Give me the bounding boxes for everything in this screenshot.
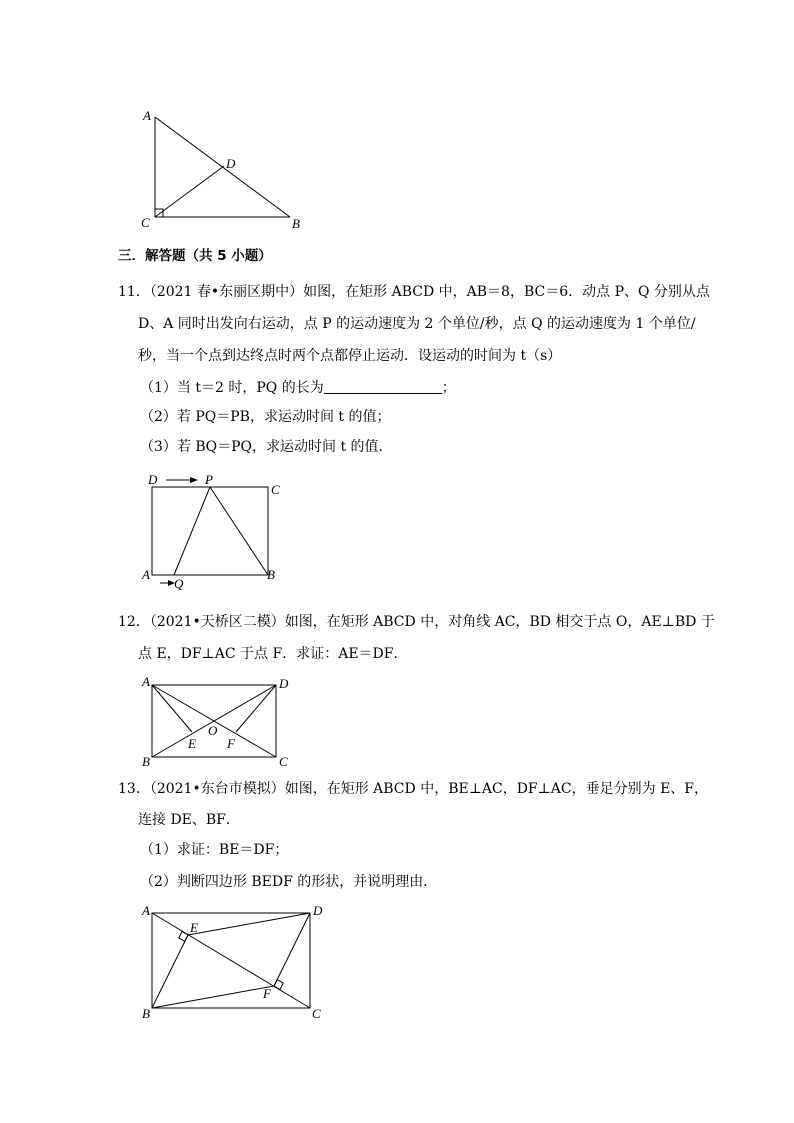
label-B: B: [267, 567, 275, 582]
q11-part1: [140, 378, 456, 398]
answer-blank[interactable]: [324, 379, 442, 394]
label-D: D: [226, 156, 236, 171]
label-A: A: [142, 903, 150, 918]
q11-line2: D、A 同时出发向右运动，点 P 的运动速度为 2 个单位/秒，点 Q 的运动速度为 1 个单位/: [138, 316, 696, 332]
figure-rectangle-diagonals: [140, 672, 310, 770]
q11-line1: 11．（2021 春•东丽区期中）如图，在矩形 ABCD 中，AB＝8，BC＝6．动点 P、Q 分别从点: [118, 284, 710, 300]
q11-part3: （3）若 BQ＝PQ，求运动时间 t 的值．: [140, 439, 393, 455]
q11-line3: 秒，当一个点到达终点时两个点都停止运动．设运动的时间为 t（s）: [138, 348, 562, 364]
figure-rectangle-pq: [140, 470, 300, 595]
q12-line2: 点 E，DF⊥AC 于点 F．求证：AE＝DF．: [138, 646, 408, 662]
label-F: F: [263, 986, 271, 1001]
q11-part2: （2）若 PQ＝PB，求运动时间 t 的值；: [140, 409, 391, 425]
label-O: O: [208, 723, 218, 738]
label-D: D: [279, 676, 289, 691]
label-B: B: [142, 754, 150, 769]
section-heading: 三．解答题（共 5 小题）: [118, 248, 272, 264]
label-E: E: [188, 736, 196, 751]
label-C: C: [141, 215, 150, 230]
q11-part1-end: ；: [441, 380, 456, 396]
label-C: C: [312, 1006, 321, 1021]
q13-part2: （2）判断四边形 BEDF 的形状，并说明理由．: [140, 874, 438, 890]
label-E: E: [190, 920, 198, 935]
q11-part1-text: （1）当 t＝2 时，PQ 的长为: [140, 380, 324, 396]
q13-line1: 13．（2021•东台市模拟）如图，在矩形 ABCD 中，BE⊥AC，DF⊥AC，垂足分别为 E、F，: [118, 781, 709, 797]
figure-right-triangle: [130, 100, 330, 240]
label-A: A: [142, 674, 150, 689]
q13-line2: 连接 DE、BF．: [138, 812, 240, 828]
label-A: A: [143, 108, 151, 123]
label-B: B: [292, 216, 300, 231]
q12-line1: 12．（2021•天桥区二模）如图，在矩形 ABCD 中，对角线 AC，BD 相交于点 O，AE⊥BD 于: [118, 614, 715, 630]
label-P: P: [205, 472, 213, 487]
figure-rectangle-bedf: [140, 898, 340, 1023]
label-Q: Q: [174, 576, 184, 591]
label-D: D: [313, 903, 323, 918]
label-A: A: [142, 567, 150, 582]
label-D: D: [148, 472, 158, 487]
label-C: C: [271, 482, 280, 497]
label-C: C: [279, 754, 288, 769]
q13-part1: （1）求证：BE＝DF；: [140, 842, 289, 858]
label-F: F: [227, 736, 235, 751]
label-B: B: [142, 1006, 150, 1021]
